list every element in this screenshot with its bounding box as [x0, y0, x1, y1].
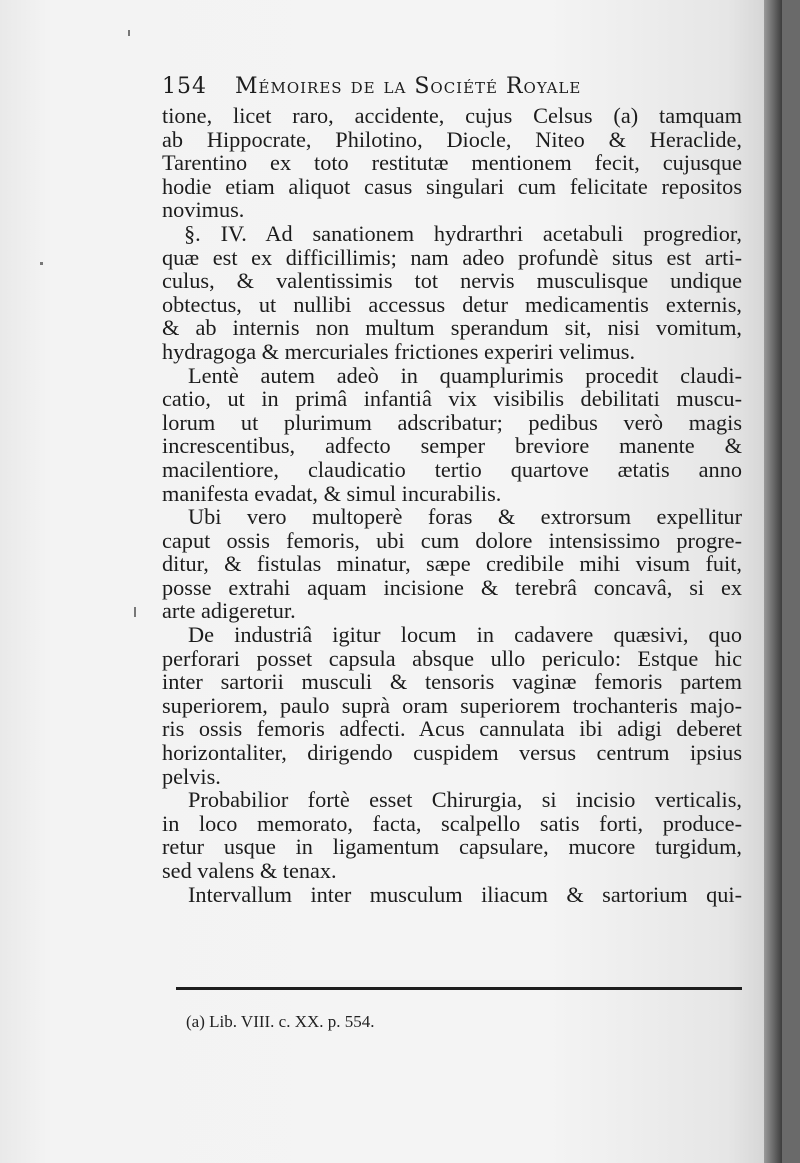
text-line: Tarentino ex toto restitutæ mentionem fecit, cujusque — [162, 150, 742, 176]
text-line: catio, ut in primâ infantiâ vix visibilis debilitati muscu- — [162, 386, 742, 412]
margin-speck — [134, 607, 136, 617]
page-number: 154 — [162, 74, 207, 99]
text-line: inter sartorii musculi & tensoris vaginæ femoris partem — [162, 669, 742, 695]
text-line: De industriâ igitur locum in cadavere quæsivi, quo — [188, 622, 742, 648]
text-line: posse extrahi aquam incisione & terebrâ concavâ, si ex — [162, 574, 742, 600]
text-line: superiorem, paulo suprà oram superiorem trochanteris majo- — [162, 692, 742, 718]
running-title: Mémoires de la Société Royale — [235, 74, 582, 99]
running-header — [162, 74, 742, 99]
text-line: perforari posset capsula absque ullo periculo: Estque hic — [162, 645, 742, 671]
text-line: pelvis. — [162, 763, 221, 789]
text-line: hodie etiam aliquot casus singulari cum felicitate repositos — [162, 173, 742, 199]
text-line: & ab internis non multum sperandum sit, nisi vomitum, — [162, 315, 742, 341]
book-spine-shadow — [764, 0, 782, 1163]
text-line: sed valens & tenax. — [162, 858, 337, 883]
text-line: Intervallum inter musculum iliacum & sartorium qui- — [188, 881, 742, 907]
footnote-rule — [176, 987, 742, 990]
text-line: arte adigeretur. — [162, 598, 296, 624]
text-line: hydragoga & mercuriales frictiones experiri velimus. — [162, 338, 636, 364]
text-line: Ubi vero multoperè foras & extrorsum expellitur — [188, 504, 742, 530]
margin-speck — [128, 30, 130, 36]
text-line: obtectus, ut nullibi accessus detur medicamentis externis, — [162, 291, 742, 317]
margin-speck — [40, 262, 43, 265]
section-heading-line: §. IV. Ad sanationem hydrarthri acetabuli progredior, — [184, 220, 742, 246]
text-line: caput ossis femoris, ubi cum dolore intensissimo progre- — [162, 527, 742, 553]
text-line: in loco memorato, facta, scalpello satis forti, produce- — [162, 810, 742, 836]
text-line: lorum ut plurimum adscribatur; pedibus verò magis — [162, 409, 742, 435]
text-line: quæ est ex difficillimis; nam adeo profundè situs est arti- — [162, 244, 742, 270]
text-line: tione, licet raro, accidente, cujus Celsus (a) tamquam — [162, 103, 742, 128]
text-line: Probabilior fortè esset Chirurgia, si incisio verticalis, — [188, 787, 742, 813]
text-line: ditur, & fistulas minatur, sæpe credibile mihi visum fuit, — [162, 551, 742, 577]
text-line: ab Hippocrate, Philotino, Diocle, Niteo & Heraclide, — [162, 126, 742, 152]
text-line: culus, & valentissimis tot nervis musculisque undique — [162, 268, 742, 294]
text-line: ris ossis femoris adfecti. Acus cannulata ibi adigi deberet — [162, 716, 742, 742]
text-line: retur usque in ligamentum capsulare, mucore turgidum, — [162, 834, 742, 860]
text-line: novimus. — [162, 197, 245, 223]
body-text — [162, 104, 742, 906]
text-line: macilentiore, claudicatio tertio quartove ætatis anno — [162, 456, 742, 482]
text-line: horizontaliter, dirigendo cuspidem versus centrum ipsius — [162, 740, 742, 766]
text-line: manifesta evadat, & simul incurabilis. — [162, 480, 502, 506]
footnote: (a) Lib. VIII. c. XX. p. 554. — [186, 1012, 375, 1031]
text-line: increscentibus, adfecto semper breviore manente & — [162, 433, 742, 459]
text-line: Lentè autem adeò in quamplurimis procedit claudi- — [188, 362, 742, 388]
